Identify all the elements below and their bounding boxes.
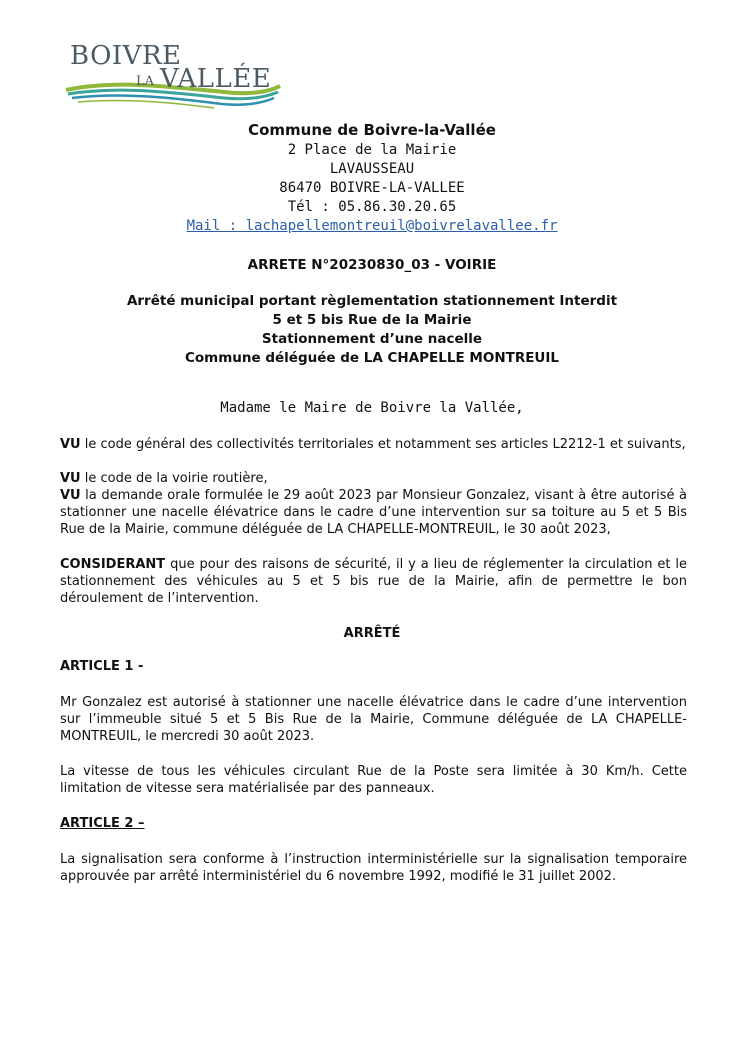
preamble-vu-2 xyxy=(60,470,687,487)
arrete-heading: ARRÊTÉ xyxy=(343,626,401,641)
article-2-heading: ARTICLE 2 – xyxy=(60,816,145,831)
considerant-label: CONSIDERANT xyxy=(60,557,166,572)
article-1-heading: ARTICLE 1 - xyxy=(60,659,144,674)
address-line-2: LAVAUSSEAU xyxy=(329,161,415,177)
logo-word-boivre: BOIVRE xyxy=(70,41,182,71)
vu-label: VU xyxy=(60,488,81,503)
arrete-number: ARRETE N°20230830_03 - VOIRIE xyxy=(247,257,497,273)
phone-line: Tél : 05.86.30.20.65 xyxy=(287,199,457,215)
title-line-1: Arrêté municipal portant règlementation stationnement Interdit xyxy=(126,293,618,309)
preamble-considerant xyxy=(60,556,687,607)
preamble-vu-3 xyxy=(60,487,687,538)
title-line-2: 5 et 5 bis Rue de la Mairie xyxy=(272,312,472,328)
title-line-4: Commune déléguée de LA CHAPELLE MONTREUIL xyxy=(184,350,560,366)
vu-text: le code général des collectivités territoriales et notamment ses articles L2212-1 et suivants, xyxy=(80,437,686,452)
article-1-paragraph-2: La vitesse de tous les véhicules circulant Rue de la Poste sera limitée à 30 Km/h. Cette limitation de vitesse sera matérialisée par des panneaux. xyxy=(60,764,687,796)
article-2-paragraph-1: La signalisation sera conforme à l’instruction interministérielle sur la signalisation temporaire approuvée par arrêté interministériel du 6 novembre 1992, modifié le 31 juillet 2002. xyxy=(60,852,687,884)
article-1-paragraph-1: Mr Gonzalez est autorisé à stationner une nacelle élévatrice dans le cadre d’une intervention sur l’immeuble situé 5 et 5 Bis Rue de la Mairie, Commune déléguée de LA CHAPELLE-MONTREUIL, le mercredi 30 août 2023. xyxy=(60,695,687,744)
mail-link[interactable]: Mail : lachapellemontreuil@boivrelavallee.fr xyxy=(186,218,558,234)
salutation: Madame le Maire de Boivre la Vallée, xyxy=(220,400,524,416)
preamble-vu-1 xyxy=(60,436,687,453)
title-line-3: Stationnement d’une nacelle xyxy=(261,331,483,347)
vu-label: VU xyxy=(60,471,81,486)
address-line-3: 86470 BOIVRE-LA-VALLEE xyxy=(279,180,465,196)
logo-word-vallee: VALLÉE xyxy=(160,64,272,94)
considerant-text: que pour des raisons de sécurité, il y a lieu de réglementer la circulation et le stationnement des véhicules au 5 et 5 bis rue de la Mairie, afin de permettre le bon déroulement de l’intervention. xyxy=(60,557,687,606)
logo-word-la: LA xyxy=(136,74,155,89)
boivre-la-vallee-logo xyxy=(64,40,284,120)
vu-label: VU xyxy=(60,437,81,452)
vu-text: le code de la voirie routière, xyxy=(80,471,268,486)
vu-text: la demande orale formulée le 29 août 2023 par Monsieur Gonzalez, visant à être autorisé à stationner une nacelle élévatrice dans le cadre d’une intervention sur sa toiture au 5 et 5 Bis Rue de la Mairie, commune déléguée de LA CHAPELLE-MONTREUIL, le 30 août 2023, xyxy=(60,488,687,537)
address-line-1: 2 Place de la Mairie xyxy=(287,142,457,158)
commune-title: Commune de Boivre-la-Vallée xyxy=(248,121,496,139)
